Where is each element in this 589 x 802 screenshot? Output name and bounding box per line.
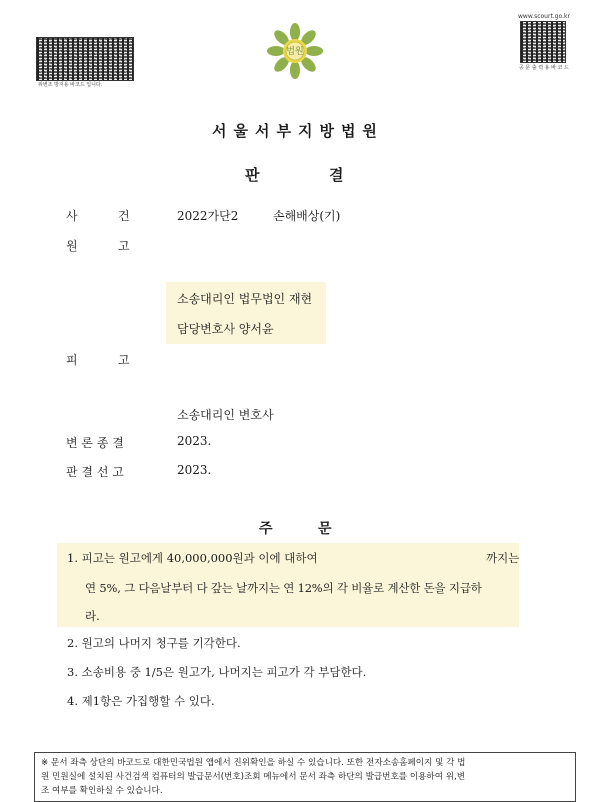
doc-type-left: 판 — [245, 166, 260, 184]
authenticity-notice — [34, 752, 576, 802]
order-1-line2: 연 5%, 그 다음날부터 다 갚는 날까지는 연 12%의 각 비율로 계산한 돈을 지급하 — [85, 581, 482, 595]
doc-type-right: 결 — [329, 166, 344, 184]
right-barcode-caption: 공 문 출 력 용 바 코 드 — [519, 65, 569, 71]
order-3: 3. 소송비용 중 1/5은 원고가, 나머지는 피고가 각 부담한다. — [67, 665, 367, 679]
order-2: 2. 원고의 나머지 청구를 기각한다. — [67, 636, 241, 650]
case-title: 손해배상(기) — [273, 209, 341, 223]
closing-date: 2023. — [177, 434, 212, 448]
site-url: www.scourt.go.kr — [518, 13, 570, 20]
verdict-label: 판 결 선 고 — [66, 465, 124, 479]
left-barcode-caption: 위변조 방지용 바코드 입니다. — [38, 82, 103, 88]
order-1-line1-tail: 까지는 — [486, 551, 520, 565]
right-barcode — [520, 21, 566, 63]
defendant-label-a: 피 — [66, 353, 78, 367]
order-1-line3: 라. — [85, 609, 100, 623]
left-barcode — [36, 37, 134, 81]
plaintiff-lawyer-line: 담당변호사 양서윤 — [177, 322, 274, 336]
order-title-left: 주 — [259, 521, 273, 537]
seal-text: 법원 — [286, 47, 304, 57]
order-4: 4. 제1항은 가집행할 수 있다. — [67, 694, 215, 708]
case-number: 2022가단2 — [177, 209, 239, 223]
verdict-date: 2023. — [177, 463, 212, 477]
notice-line-3: 조 여부를 확인하실 수 있습니다. — [41, 786, 163, 796]
plaintiff-agent-line: 소송대리인 법무법인 재현 — [177, 292, 313, 306]
plaintiff-label-a: 원 — [66, 239, 78, 253]
court-name: 서울서부지방법원 — [212, 122, 384, 140]
notice-line-2: 원 민원실에 설치된 사건검색 컴퓨터의 발급문서(번호)조회 메뉴에서 문서 좌측 하단의 발급번호를 이용하여 위,변 — [41, 772, 466, 782]
order-title-right: 문 — [318, 521, 332, 537]
closing-label: 변 론 종 결 — [66, 436, 124, 450]
order-1-line1: 1. 피고는 원고에게 40,000,000원과 이에 대하여 — [67, 551, 318, 565]
defendant-label-b: 고 — [118, 353, 130, 367]
notice-line-1: ※ 문서 좌측 상단의 바코드로 대한민국법원 앱에서 진위확인을 하실 수 있습니다. 또한 전자소송홈페이지 및 각 법 — [41, 758, 466, 768]
case-label-b: 건 — [118, 209, 130, 223]
defendant-agent-line: 소송대리인 변호사 — [177, 408, 274, 422]
plaintiff-label-b: 고 — [118, 239, 130, 253]
case-label-a: 사 — [66, 209, 78, 223]
